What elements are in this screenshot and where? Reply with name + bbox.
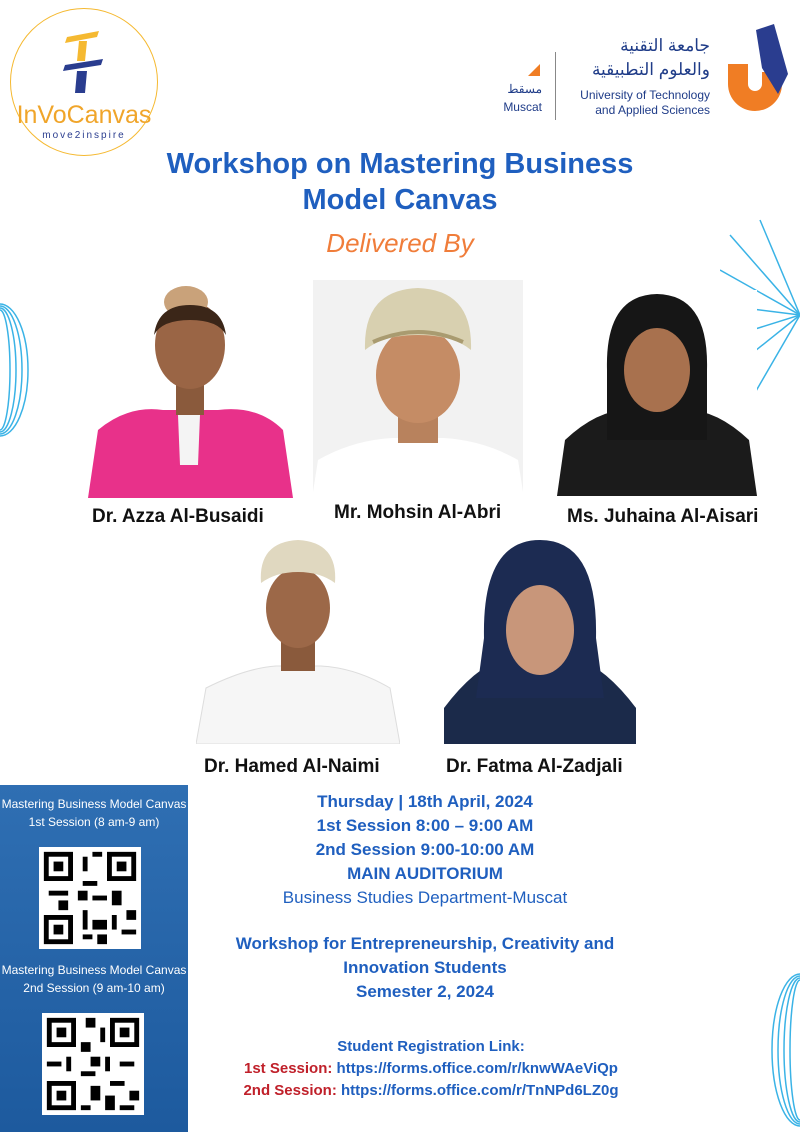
qr-code-session2[interactable] xyxy=(42,1013,144,1115)
invocanvas-name: InVoCanvas xyxy=(16,101,152,129)
logo-divider xyxy=(555,52,556,120)
delivered-by: Delivered By xyxy=(326,228,474,258)
invocanvas-mark-icon xyxy=(59,27,109,97)
invocanvas-logo xyxy=(10,8,158,156)
speaker-name: Dr. Hamed Al-Naimi xyxy=(204,756,380,777)
title-line1: Workshop on Mastering Business xyxy=(166,148,634,180)
session2-link[interactable]: https://forms.office.com/r/TnNPd6LZ0g xyxy=(341,1082,619,1099)
university-logo xyxy=(500,20,790,120)
session1-link[interactable]: https://forms.office.com/r/knwWAeViQp xyxy=(336,1060,618,1077)
qr2-title: Mastering Business Model Canvas xyxy=(1,963,187,977)
university-english-line1: University of Technology xyxy=(580,88,710,102)
qr-sidebar xyxy=(0,785,188,1132)
event-session2: 2nd Session 9:00-10:00 AM xyxy=(315,840,535,859)
registration-row-1 xyxy=(196,1058,666,1080)
invocanvas-tagline: move2inspire xyxy=(42,130,126,141)
speaker-name: Ms. Juhaina Al-Aisari xyxy=(567,506,759,527)
speaker-name: Dr. Fatma Al-Zadjali xyxy=(446,756,623,777)
event-department: Business Studies Department-Muscat xyxy=(282,888,568,907)
university-english-line2: and Applied Sciences xyxy=(595,103,710,117)
speaker-name: Dr. Azza Al-Busaidi xyxy=(92,506,264,527)
qr-code-session1[interactable] xyxy=(39,847,141,949)
event-session1: 1st Session 8:00 – 9:00 AM xyxy=(316,816,534,835)
session1-label: 1st Session: xyxy=(244,1060,333,1077)
university-arabic-line1: جامعة التقنية xyxy=(620,36,710,55)
registration-heading: Student Registration Link: xyxy=(337,1038,525,1055)
speaker-photo-hamed xyxy=(196,538,400,744)
event-date: Thursday | 18th April, 2024 xyxy=(317,792,533,811)
speaker-photo-azza xyxy=(88,280,293,498)
muscat-orange-mark-icon xyxy=(528,64,540,76)
title-line2: Model Canvas xyxy=(302,184,498,216)
qr1-title: Mastering Business Model Canvas xyxy=(1,797,187,811)
decorative-rings-right xyxy=(770,970,800,1130)
event-details xyxy=(190,790,660,910)
workshop-audience xyxy=(190,932,660,1004)
speaker-photo-mohsin xyxy=(313,280,523,492)
qr2-subtitle: 2nd Session (9 am-10 am) xyxy=(23,981,165,995)
decorative-rings-left xyxy=(0,300,30,440)
speaker-photo-juhaina xyxy=(557,290,757,496)
session2-label: 2nd Session: xyxy=(243,1082,337,1099)
event-venue: MAIN AUDITORIUM xyxy=(347,864,503,883)
audience-line3: Semester 2, 2024 xyxy=(356,982,494,1001)
university-emblem-icon xyxy=(722,24,788,118)
registration-links xyxy=(196,1036,666,1102)
qr-code-icon xyxy=(42,1013,144,1115)
registration-row-2 xyxy=(196,1080,666,1102)
campus-arabic: مسقط xyxy=(507,82,542,96)
audience-line1: Workshop for Entrepreneurship, Creativity and xyxy=(235,934,615,953)
speaker-photo-fatma xyxy=(444,538,636,744)
qr-code-icon xyxy=(39,847,141,949)
qr1-subtitle: 1st Session (8 am-9 am) xyxy=(28,815,160,829)
audience-line2: Innovation Students xyxy=(343,958,507,977)
campus-english: Muscat xyxy=(503,100,542,114)
university-arabic-line2: والعلوم التطبيقية xyxy=(591,60,710,79)
speaker-name: Mr. Mohsin Al-Abri xyxy=(334,502,502,523)
page-title xyxy=(110,146,690,218)
